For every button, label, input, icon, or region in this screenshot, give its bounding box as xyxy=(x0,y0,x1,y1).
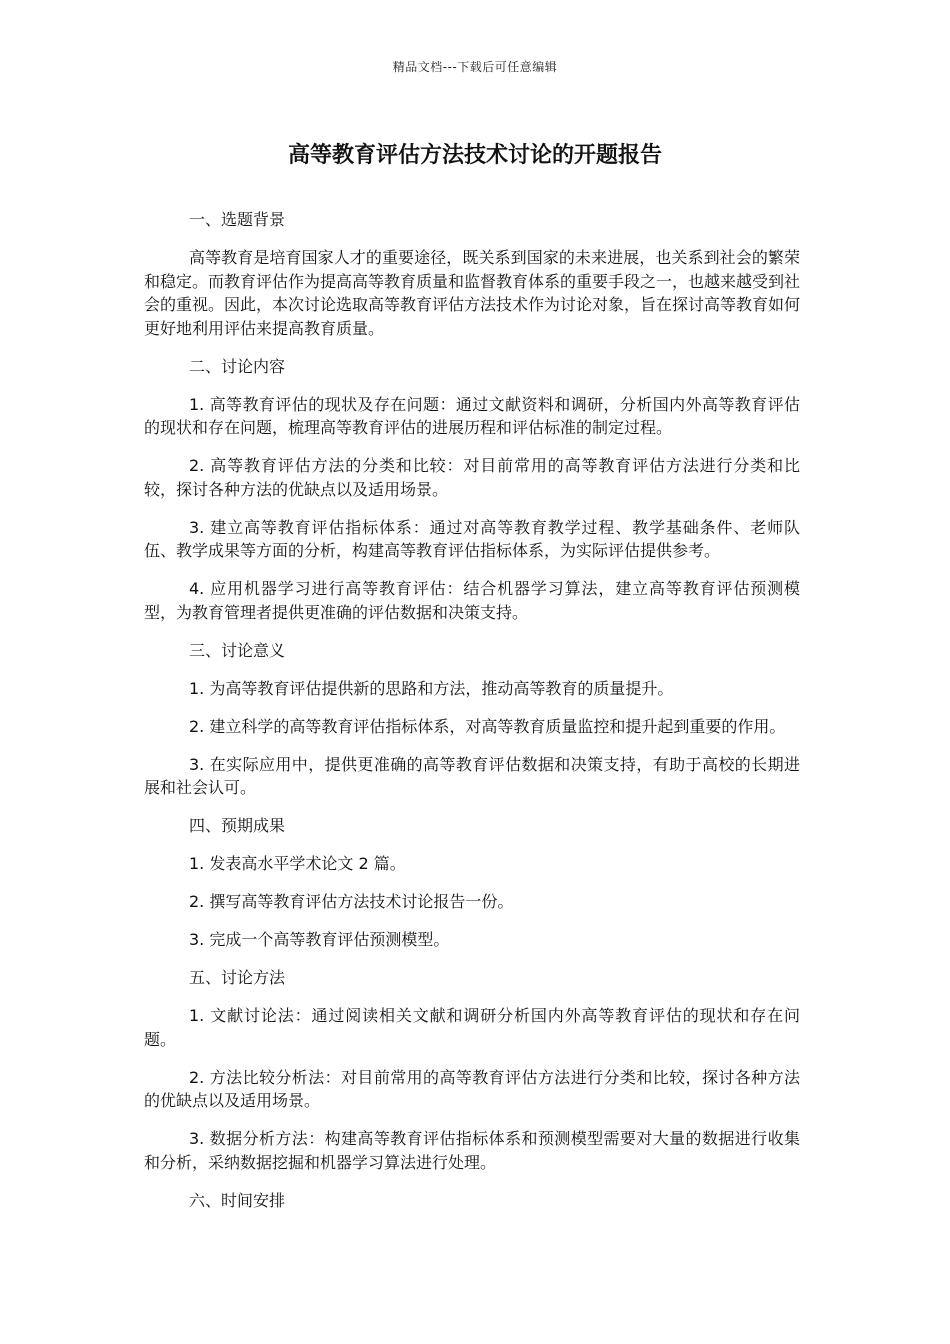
section-heading-background: 一、选题背景 xyxy=(189,210,286,229)
method-item: 2. 方法比较分析法：对目前常用的高等教育评估方法进行分类和比较，探讨各种方法的优缺点以及适用场景。 xyxy=(144,1067,800,1110)
content-item: 3. 建立高等教育评估指标体系：通过对高等教育教学过程、教学基础条件、老师队伍、教学成果等方面的分析，构建高等教育评估指标体系，为实际评估提供参考。 xyxy=(144,517,800,560)
content-item: 4. 应用机器学习进行高等教育评估：结合机器学习算法，建立高等教育评估预测模型，为教育管理者提供更准确的评估数据和决策支持。 xyxy=(144,579,800,622)
method-item: 1. 文献讨论法：通过阅读相关文献和调研分析国内外高等教育评估的现状和存在问题。 xyxy=(144,1006,800,1049)
document-body xyxy=(144,208,800,1227)
document-title: 高等教育评估方法技术讨论的开题报告 xyxy=(287,143,662,168)
header-note: 精品文档---下载后可任意编辑 xyxy=(392,60,558,74)
outcome-item: 1. 发表高水平学术论文 2 篇。 xyxy=(189,854,406,873)
section-heading-content: 二、讨论内容 xyxy=(189,356,286,376)
content-item: 2. 高等教育评估方法的分类和比较：对目前常用的高等教育评估方法进行分类和比较，探讨各种方法的优缺点以及适用场景。 xyxy=(144,456,800,499)
section-heading-schedule: 六、时间安排 xyxy=(189,1190,286,1210)
outcome-item: 2. 撰写高等教育评估方法技术讨论报告一份。 xyxy=(189,892,514,911)
section-heading-outcomes: 四、预期成果 xyxy=(189,816,286,835)
significance-item: 2. 建立科学的高等教育评估指标体系，对高等教育质量监控和提升起到重要的作用。 xyxy=(189,716,786,736)
significance-item: 3. 在实际应用中，提供更准确的高等教育评估数据和决策支持，有助于高校的长期进展和社会认可。 xyxy=(144,754,800,797)
background-paragraph: 高等教育是培育国家人才的重要途径，既关系到国家的未来进展，也关系到社会的繁荣和稳定。而教育评估作为提高高等教育质量和监督教育体系的重要手段之一，也越来越受到社会的重视。因此，本次讨论选取高等教育评估方法技术作为讨论对象，旨在探讨高等教育如何更好地利用评估来提高教育质量。 xyxy=(144,248,801,338)
outcome-item: 3. 完成一个高等教育评估预测模型。 xyxy=(189,930,450,949)
section-heading-significance: 三、讨论意义 xyxy=(189,640,286,660)
significance-item: 1. 为高等教育评估提供新的思路和方法，推动高等教育的质量提升。 xyxy=(189,678,674,698)
section-heading-methods: 五、讨论方法 xyxy=(189,968,286,987)
method-item: 3. 数据分析方法：构建高等教育评估指标体系和预测模型需要对大量的数据进行收集和分析，采纳数据挖掘和机器学习算法进行处理。 xyxy=(144,1129,800,1172)
content-item: 1. 高等教育评估的现状及存在问题：通过文献资料和调研，分析国内外高等教育评估的现状和存在问题，梳理高等教育评估的进展历程和评估标准的制定过程。 xyxy=(144,394,800,437)
